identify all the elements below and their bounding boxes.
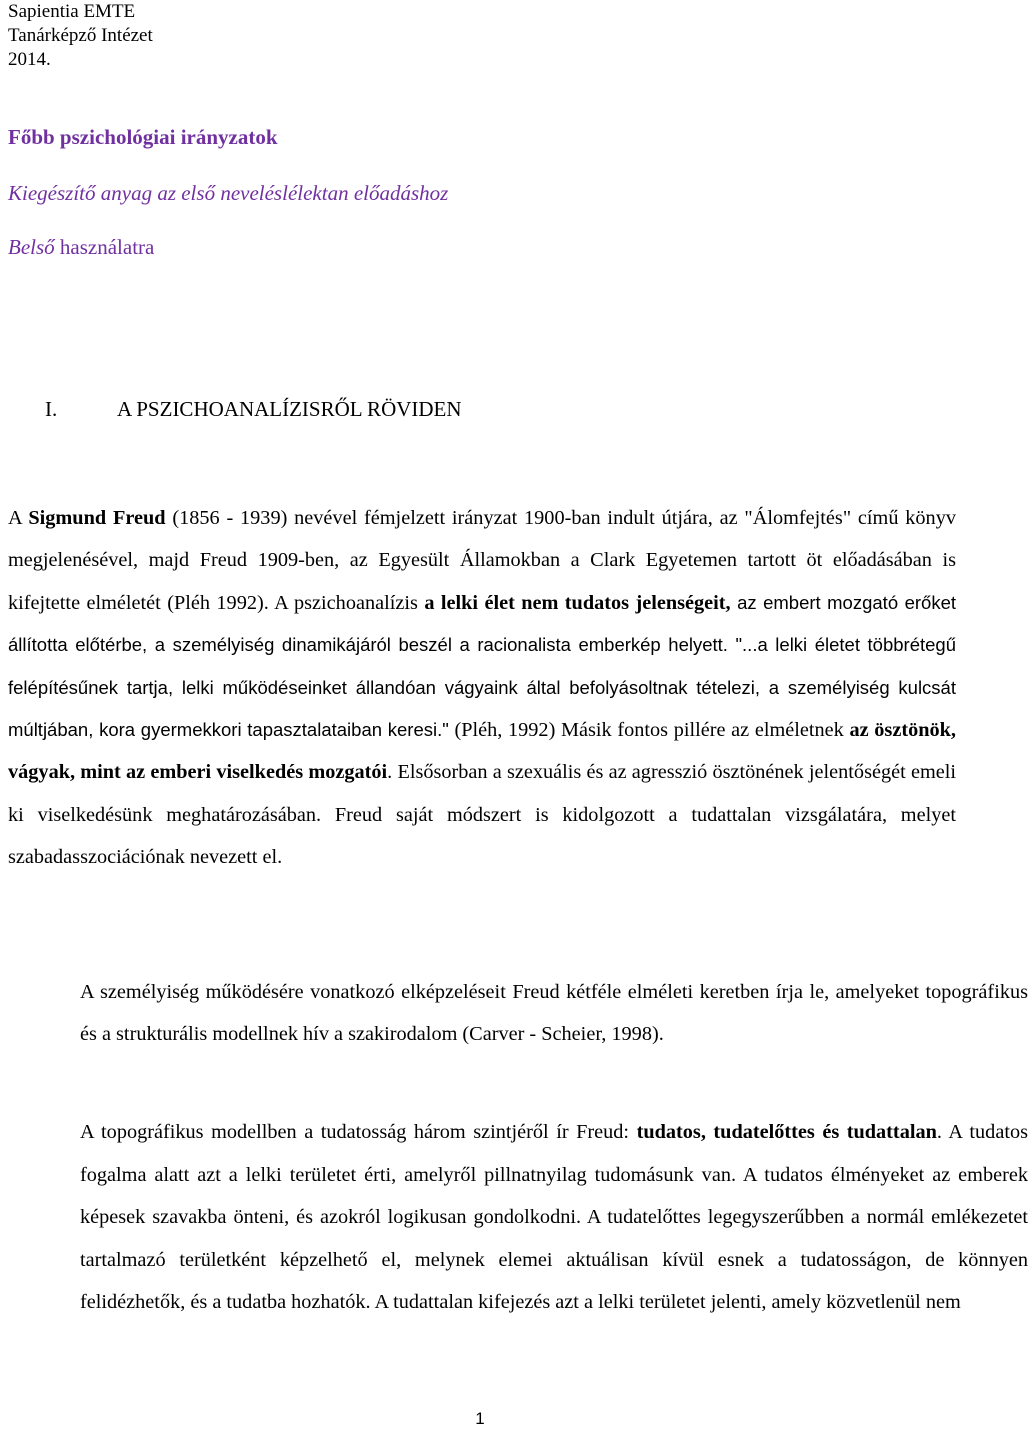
p1-text-1: A <box>8 507 29 529</box>
header-year: 2014. <box>8 49 51 70</box>
p3-bold-levels: tudatos, tudatelőttes és tudattalan <box>636 1121 937 1143</box>
p3-text-2: . A tudatos fogalma alatt azt a lelki területet érti, amelyről pillnatnyilag tudomásunk van. A tudatos élményeket az emberek képesek szavakba önteni, és azokról logikusan gondolkodni. A tudatelőttes legegyszerűbben a normál emlékezetet tartalmazó területként képzelhető el, melynek elemei aktuálisan kívül esnek a tudatosságon, de könnyen felidézhetők, és a tudatba hozhatók. A tudattalan kifejezés azt a lelki területet jelenti, amely közvetlenül nem <box>80 1121 1028 1313</box>
internal-use-note <box>8 235 154 260</box>
paragraph-personality-models <box>8 972 1028 1055</box>
section-heading <box>45 397 462 422</box>
institution-header <box>8 0 153 72</box>
p2-text: A személyiség működésére vonatkozó elképzeléseit Freud kétféle elméleti keretben írja le, amelyeket topográfikus és a strukturális modellnek hív a szakirodalom (Carver - Scheier, 1998). <box>80 981 1028 1045</box>
page-number: 1 <box>475 1409 485 1428</box>
document-subtitle: Kiegészítő anyag az első neveléslélektan előadáshoz <box>8 181 449 205</box>
header-institute: Tanárképző Intézet <box>8 25 153 46</box>
p1-text-5: . Elsősorban a szexuális és az agresszió ösztönének jelentőségét emeli ki viselkedésünk meghatározásában. Freud saját módszert is kidolgozott a tudattalan vizsgálatára, melyet szabadasszociációnak nevezett el. <box>8 761 956 869</box>
internal-word-2: használatra <box>54 235 155 259</box>
p1-text-4: (Pléh, 1992) Másik fontos pillére az elméletnek <box>448 719 850 742</box>
section-number: I. <box>45 397 58 421</box>
p1-text-3: az embert mozgató erőket állította előtérbe, a személyiség dinamikájáról beszél a racionalista emberkép helyett. "...a lelki életet többrétegű felépítésűnek tartja, lelki működéseinket állandóan vágyaink által befolyásoltnak tételezi, a személyiség kulcsát múltjában, kora gyermekkori tapasztalataiban keresi." <box>8 591 956 741</box>
p1-bold-instincts: az ösztönök, vágyak, mint az emberi viselkedés mozgatói <box>8 719 956 784</box>
paragraph-topographic-model <box>8 1111 1028 1324</box>
p1-text-2: (1856 - 1939) nevével fémjelzett irányzat 1900-ban indult útjára, az "Álomfejtés" című könyv megjelenésével, majd Freud 1909-ben, az Egyesült Államokban a Clark Egyetemen tartott öt előadásában is kifejtette elméletét (Pléh 1992). A pszichoanalízis <box>8 507 956 614</box>
p3-text-1: A topográfikus modellben a tudatosság három szintjéről ír Freud: <box>80 1121 637 1143</box>
internal-word-1: Belső <box>8 235 55 259</box>
document-title: Főbb pszichológiai irányzatok <box>8 125 278 149</box>
section-title: A PSZICHOANALÍZISRŐL RÖVIDEN <box>117 397 462 421</box>
header-university: Sapientia EMTE <box>8 1 136 22</box>
p1-bold-unconscious: a lelki élet nem tudatos jelenségeit, <box>424 591 731 614</box>
paragraph-psychoanalysis-intro <box>8 497 956 879</box>
p1-bold-freud: Sigmund Freud <box>28 507 166 529</box>
